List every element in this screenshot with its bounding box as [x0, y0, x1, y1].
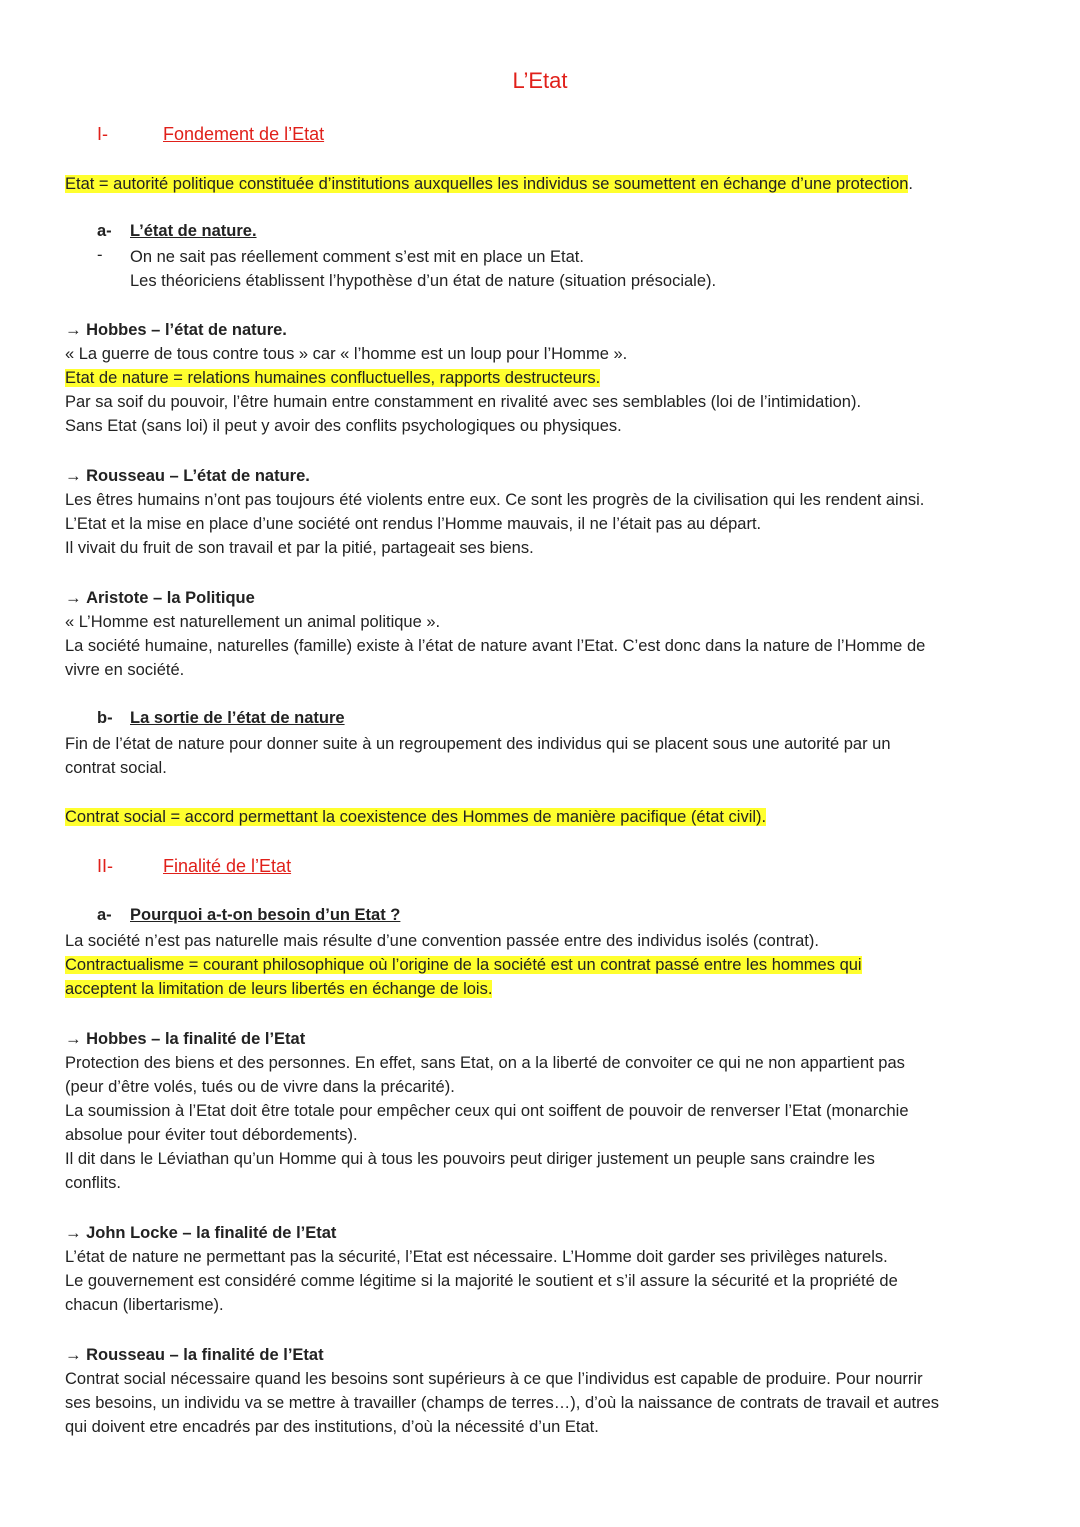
highlighted-text: Etat de nature = relations humaines confluctuelles, rapports destructeurs.	[65, 369, 601, 387]
definition-contrat-social	[65, 806, 766, 828]
subsection-a2-title: Pourquoi a-t-on besoin d’un Etat ?	[130, 906, 401, 924]
paragraph-line: « L’Homme est naturellement un animal politique ».	[65, 613, 441, 631]
paragraph-line: « La guerre de tous contre tous » car « l’homme est un loup pour l’Homme ».	[65, 345, 628, 363]
paragraph-line: (peur d’être volés, tués ou de vivre dans la précarité).	[65, 1078, 455, 1096]
paragraph-line: absolue pour éviter tout débordements).	[65, 1126, 358, 1144]
highlighted-text: acceptent la limitation de leurs libertés en échange de lois.	[65, 980, 493, 998]
heading-text: Aristote – la Politique	[86, 589, 255, 607]
section-1-number: I-	[97, 124, 108, 144]
arrow-right-icon: →	[65, 589, 82, 607]
definition-contractualisme	[65, 954, 862, 976]
arrow-right-icon: →	[65, 321, 82, 339]
paragraph-line: La soumission à l’Etat doit être totale pour empêcher ceux qui ont soiffent de pouvoir de renverser l’Etat (monarchie	[65, 1102, 909, 1120]
locke-heading	[65, 1222, 336, 1244]
definition-etat	[65, 173, 913, 195]
heading-text: Hobbes – l’état de nature.	[86, 321, 287, 339]
hobbes-nature-heading	[65, 319, 287, 341]
paragraph-line: Il vivait du fruit de son travail et par la pitié, partageait ses biens.	[65, 539, 534, 557]
paragraph-line: qui doivent etre encadrés par des institutions, d’où la nécessité d’un Etat.	[65, 1418, 599, 1436]
paragraph-line: chacun (libertarisme).	[65, 1296, 224, 1314]
section-2-number: II-	[97, 856, 113, 876]
paragraph-line: Sans Etat (sans loi) il peut y avoir des conflits psychologiques ou physiques.	[65, 417, 622, 435]
paragraph-line: Par sa soif du pouvoir, l’être humain entre constamment en rivalité avec ses semblables (loi de l’intimidation).	[65, 393, 862, 411]
section-2-title: Finalité de l’Etat	[163, 856, 292, 876]
highlighted-text: Contractualisme = courant philosophique où l’origine de la société est un contrat passé entre les hommes qui	[65, 956, 862, 974]
section-1-title: Fondement de l’Etat	[163, 124, 325, 144]
definition-etat-period: .	[908, 175, 914, 193]
bullet-dash: -	[97, 246, 103, 264]
subsection-b-title: La sortie de l’état de nature	[130, 709, 345, 727]
subsection-a2-letter: a-	[97, 906, 112, 924]
rousseau-nature-heading	[65, 465, 310, 487]
paragraph-line: On ne sait pas réellement comment s’est mit en place un Etat.	[130, 248, 584, 266]
paragraph-line: La société humaine, naturelles (famille) existe à l’état de nature avant l’Etat. C’est donc dans la nature de l’Homme de	[65, 637, 926, 655]
subsection-a-title: L’état de nature.	[130, 222, 257, 240]
paragraph-line: ses besoins, un individu va se mettre à travailler (champs de terres…), d’où la naissance de contrats de travail et autres	[65, 1394, 940, 1412]
heading-text: Rousseau – L’état de nature.	[86, 467, 310, 485]
paragraph-line: Protection des biens et des personnes. En effet, sans Etat, on a la liberté de convoiter ce qui ne non appartient pas	[65, 1054, 905, 1072]
subsection-b-letter: b-	[97, 709, 113, 727]
paragraph-line: Les êtres humains n’ont pas toujours été violents entre eux. Ce sont les progrès de la civilisation qui les rendent ainsi.	[65, 491, 925, 509]
paragraph-line: Il dit dans le Léviathan qu’un Homme qui à tous les pouvoirs peut diriger justement un peuple sans craindre les	[65, 1150, 875, 1168]
paragraph-line: Les théoriciens établissent l’hypothèse d’un état de nature (situation présociale).	[130, 272, 717, 290]
paragraph-line: Contrat social nécessaire quand les besoins sont supérieurs à ce que l’individus est capable de produire. Pour nourrir	[65, 1370, 923, 1388]
heading-text: Hobbes – la finalité de l’Etat	[86, 1030, 306, 1048]
subsection-a-letter: a-	[97, 222, 112, 240]
paragraph-line: L’Etat et la mise en place d’une société ont rendus l’Homme mauvais, il ne l’était pas au départ.	[65, 515, 762, 533]
heading-text: Rousseau – la finalité de l’Etat	[86, 1346, 324, 1364]
heading-text: John Locke – la finalité de l’Etat	[86, 1224, 337, 1242]
hobbes-finalite-heading	[65, 1028, 305, 1050]
rousseau-finalite-heading	[65, 1344, 324, 1366]
paragraph-line: Le gouvernement est considéré comme légitime si la majorité le soutient et s’il assure la sécurité et la propriété de	[65, 1272, 898, 1290]
page-title: L’Etat	[512, 68, 568, 93]
definition-highlight	[65, 367, 600, 389]
arrow-right-icon: →	[65, 1224, 82, 1242]
arrow-right-icon: →	[65, 467, 82, 485]
aristote-heading	[65, 587, 255, 609]
definition-etat-highlight: Etat = autorité politique constituée d’institutions auxquelles les individus se soumettent en échange d’une protection	[65, 175, 909, 193]
paragraph-line: vivre en société.	[65, 661, 185, 679]
paragraph-line: L’état de nature ne permettant pas la sécurité, l’Etat est nécessaire. L’Homme doit garder ses privilèges naturels.	[65, 1248, 888, 1266]
paragraph-line: La société n’est pas naturelle mais résulte d’une convention passée entre des individus isolés (contrat).	[65, 932, 819, 950]
definition-contractualisme-cont	[65, 978, 492, 1000]
paragraph-line: contrat social.	[65, 759, 167, 777]
highlighted-text: Contrat social = accord permettant la coexistence des Hommes de manière pacifique (état civil).	[65, 808, 767, 826]
arrow-right-icon: →	[65, 1030, 82, 1048]
paragraph-line: conflits.	[65, 1174, 121, 1192]
arrow-right-icon: →	[65, 1346, 82, 1364]
paragraph-line: Fin de l’état de nature pour donner suite à un regroupement des individus qui se placent sous une autorité par un	[65, 735, 891, 753]
